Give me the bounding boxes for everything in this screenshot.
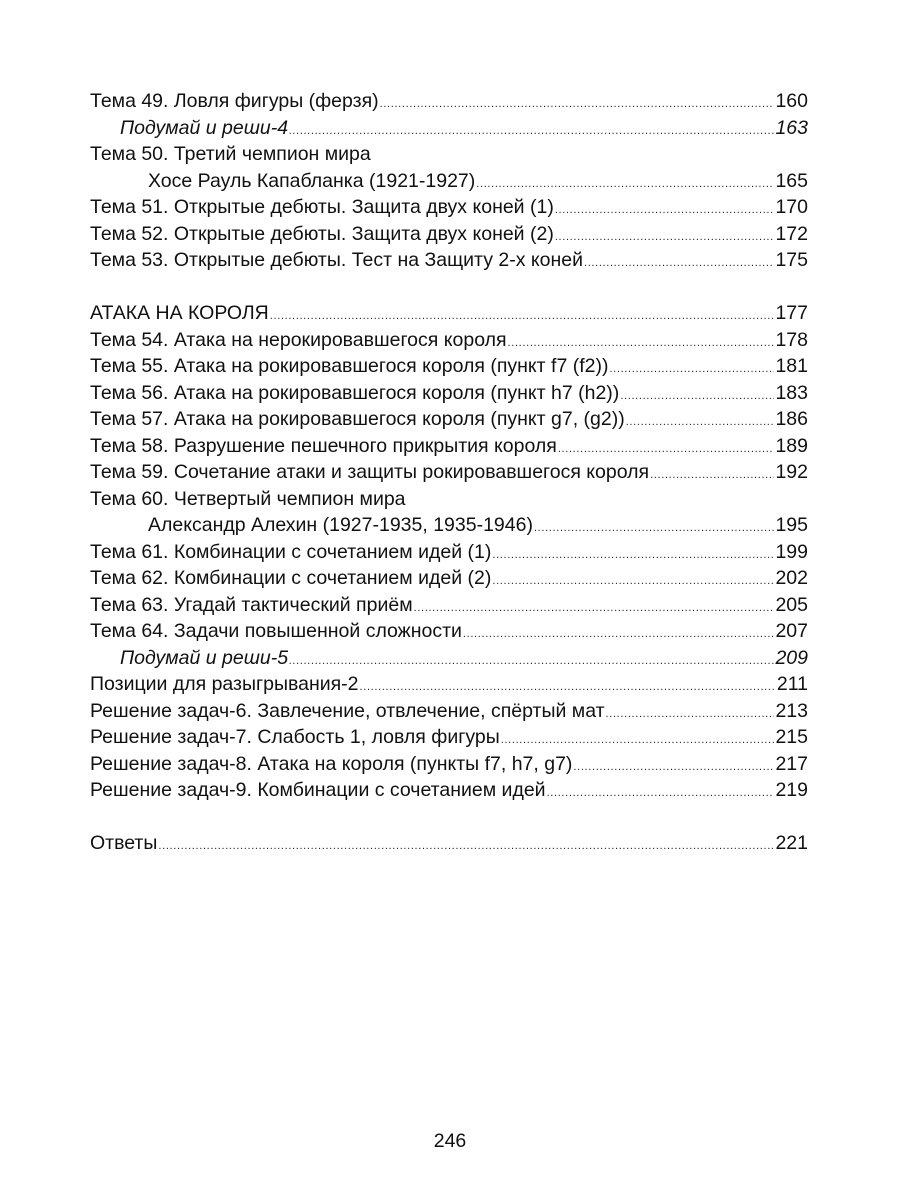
toc-entry-title: Тема 55. Атака на рокировавшегося короля (пункт f7 (f2)) [90,355,609,377]
dot-leader [492,565,774,595]
toc-entry-page: 160 [775,90,808,112]
toc-entry-page: 165 [775,169,808,192]
toc-entry-title: Тема 63. Угадай тактический приём [90,593,413,616]
toc-entry-page: 207 [775,620,808,642]
dot-leader [501,724,775,754]
toc-entry-title: Тема 57. Атака на рокировавшегося короля (пункт g7, (g2)) [90,408,625,430]
toc-entry [90,327,808,354]
toc-entry-page: 219 [775,779,808,801]
toc-entry-title: Тема 49. Ловля фигуры (ферзя) [90,90,379,112]
toc-entry-page: 199 [775,540,808,563]
dot-leader [547,777,775,807]
toc-entry-page: 209 [775,646,808,669]
toc-entry [90,115,808,142]
toc-entry [90,141,808,168]
dot-leader [620,380,774,410]
dot-leader [360,671,776,701]
toc-entry [90,777,808,804]
dot-leader [463,618,775,648]
toc-entry-page: 217 [775,752,808,775]
toc-entry [90,168,808,195]
toc-entry-title: Тема 58. Разрушение пешечного прикрытия короля [90,434,557,457]
toc-entry-page: 192 [775,461,808,483]
toc-entry [90,724,808,751]
toc-entry [90,406,808,433]
toc-entry-title: Хосе Рауль Капабланка (1921-1927) [148,169,476,192]
dot-leader [555,194,775,224]
toc-entry-page: 186 [775,408,808,430]
toc-entry [90,751,808,778]
toc-entry-title: Тема 50. Третий чемпион мира [90,143,371,165]
toc-entry-page: 205 [775,593,808,616]
toc-entry [90,539,808,566]
toc-entry-title: Александр Алехин (1927-1935, 1935-1946) [148,514,533,536]
toc-entry [90,565,808,592]
toc-entry-title: Позиции для разыгрывания-2 [90,673,359,695]
toc-entry-title: Решение задач-7. Слабость 1, ловля фигуры [90,726,500,748]
dot-leader [573,751,774,781]
dot-leader [534,512,775,542]
toc-entry [90,486,808,513]
toc-entry [90,88,808,115]
toc-entry-title: Решение задач-6. Завлечение, отвлечение, спёртый мат [90,699,605,722]
toc-entry-title: Тема 51. Открытые дебюты. Защита двух коней (1) [90,196,554,218]
toc-entry-title: Тема 54. Атака на нерокировавшегося короля [90,328,507,351]
toc-entry-title: Решение задач-8. Атака на короля (пункты f7, h7, g7) [90,752,573,775]
dot-leader [650,459,774,489]
dot-leader [158,830,774,860]
toc-entry-page: 177 [775,302,808,324]
toc-entry-title: Подумай и реши-4 [120,116,289,139]
dot-leader [270,300,775,330]
toc-entry [90,698,808,725]
table-of-contents [90,88,808,857]
toc-entry [90,353,808,380]
dot-leader [289,115,774,145]
toc-entry-page: 175 [775,249,808,271]
toc-entry-page: 202 [775,567,808,589]
toc-entry-page: 195 [775,514,808,536]
toc-entry-page: 163 [775,116,808,139]
toc-entry [90,459,808,486]
toc-entry-page: 172 [775,222,808,245]
toc-entry-title: Тема 62. Комбинации с сочетанием идей (2) [90,567,492,589]
toc-entry-title: Решение задач-9. Комбинации с сочетанием идей [90,779,546,801]
toc-entry-page: 183 [775,381,808,404]
dot-leader [606,698,775,728]
toc-entry-title: Ответы [90,832,158,854]
toc-entry [90,512,808,539]
toc-entry-page: 178 [775,328,808,351]
toc-entry [90,433,808,460]
toc-entry-title: Тема 56. Атака на рокировавшегося короля (пункт h7 (h2)) [90,381,620,404]
page-number: 246 [433,1130,467,1152]
toc-entry-title: АТАКА НА КОРОЛЯ [90,302,269,324]
dot-leader [626,406,775,436]
toc-entry-page: 215 [775,726,808,748]
dot-leader [584,247,774,277]
toc-entry [90,830,808,857]
toc-entry-page: 170 [775,196,808,218]
toc-entry [90,380,808,407]
dot-leader [555,221,775,251]
toc-entry-title: Тема 52. Открытые дебюты. Защита двух коней (2) [90,222,554,245]
toc-section-heading [90,300,808,327]
toc-entry-page: 213 [775,699,808,722]
toc-entry-title: Тема 60. Четвертый чемпион мира [90,487,406,510]
toc-entry-title: Подумай и реши-5 [120,646,289,669]
toc-entry-title: Тема 53. Открытые дебюты. Тест на Защиту 2-х коней [90,249,583,271]
dot-leader [508,327,775,357]
toc-entry [90,221,808,248]
dot-leader [289,645,774,675]
toc-entry [90,618,808,645]
dot-leader [380,88,775,118]
toc-entry-title: Тема 64. Задачи повышенной сложности [90,620,462,642]
toc-entry-page: 221 [775,832,808,854]
dot-leader [558,433,775,463]
toc-entry [90,194,808,221]
toc-entry-title: Тема 59. Сочетание атаки и защиты рокировавшегося короля [90,461,650,483]
toc-entry [90,645,808,672]
toc-entry-title: Тема 61. Комбинации с сочетанием идей (1) [90,540,492,563]
toc-entry [90,671,808,698]
dot-leader [476,168,774,198]
toc-entry-page: 181 [775,355,808,377]
toc-entry [90,592,808,619]
dot-leader [492,539,774,569]
dot-leader [609,353,774,383]
dot-leader [414,592,775,622]
toc-entry-page: 211 [776,673,808,695]
toc-entry [90,247,808,274]
toc-entry-page: 189 [775,434,808,457]
